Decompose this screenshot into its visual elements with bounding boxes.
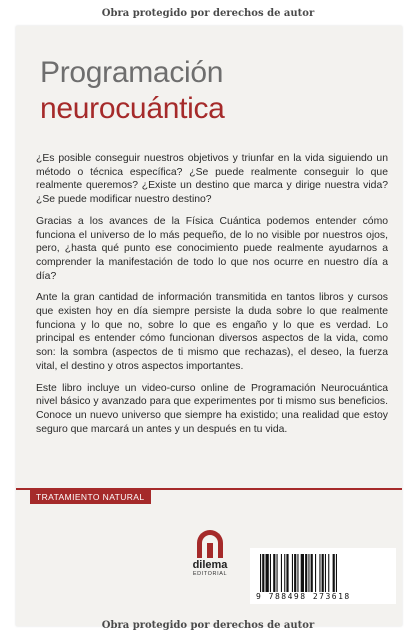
category-tag: TRATAMIENTO NATURAL <box>30 490 151 504</box>
copyright-notice-top: Obra protegido por derechos de autor <box>101 8 315 19</box>
book-title-line2: neurocuántica <box>40 92 225 125</box>
copyright-notice-bottom: Obra protegido por derechos de autor <box>101 620 315 631</box>
book-title-line1: Programación <box>40 56 224 89</box>
synopsis-paragraph: Este libro incluye un video-curso online de Programación Neurocuántica nivel básico y avanzado para que experimentes por ti mismo sus beneficios. Conoce un nuevo universo que siempre ha existido; una realidad que estoy seguro que marcará un antes y un después en tu vida. <box>36 382 388 435</box>
synopsis-paragraph: ¿Es posible conseguir nuestros objetivos y triunfar en la vida siguiendo un método o técnica específica? ¿Se puede realmente conseguir lo que realmente queremos? ¿Existe un destino que marca y dirige nuestra vida? ¿Se puede modificar nuestro destino? <box>36 153 388 206</box>
publisher-logo-icon <box>197 530 223 558</box>
synopsis <box>36 152 388 444</box>
synopsis-paragraph: Gracias a los avances de la Física Cuántica podemos entender cómo funciona el universo de lo más pequeño, de lo no visible por nuestros ojos, pero, ¿hasta qué punto ese conocimiento puede realmente ayudarnos a comprender la manifestación de todo lo que nos ocurre en nuestro día a día? <box>36 215 388 282</box>
isbn-barcode <box>250 548 396 604</box>
isbn-digits: 9 788498 273618 <box>256 592 351 601</box>
publisher-logo <box>188 530 232 577</box>
synopsis-paragraph: Ante la gran cantidad de información transmitida en tantos libros y cursos que existen hoy en día siempre persiste la duda sobre lo que realmente funciona y lo que no, sobre lo que es engaño y lo que es verdad. Lo principal es entender cómo funcionan diversos aspectos de la vida, como son: la sombra (aspectos de ti mismo que rechazas), el deseo, la fuerza vital, el destino y otros aspectos importantes. <box>36 292 388 372</box>
publisher-name: dilema <box>192 559 228 571</box>
publisher-subtitle: EDITORIAL <box>192 571 228 577</box>
barcode-bars <box>258 554 388 592</box>
